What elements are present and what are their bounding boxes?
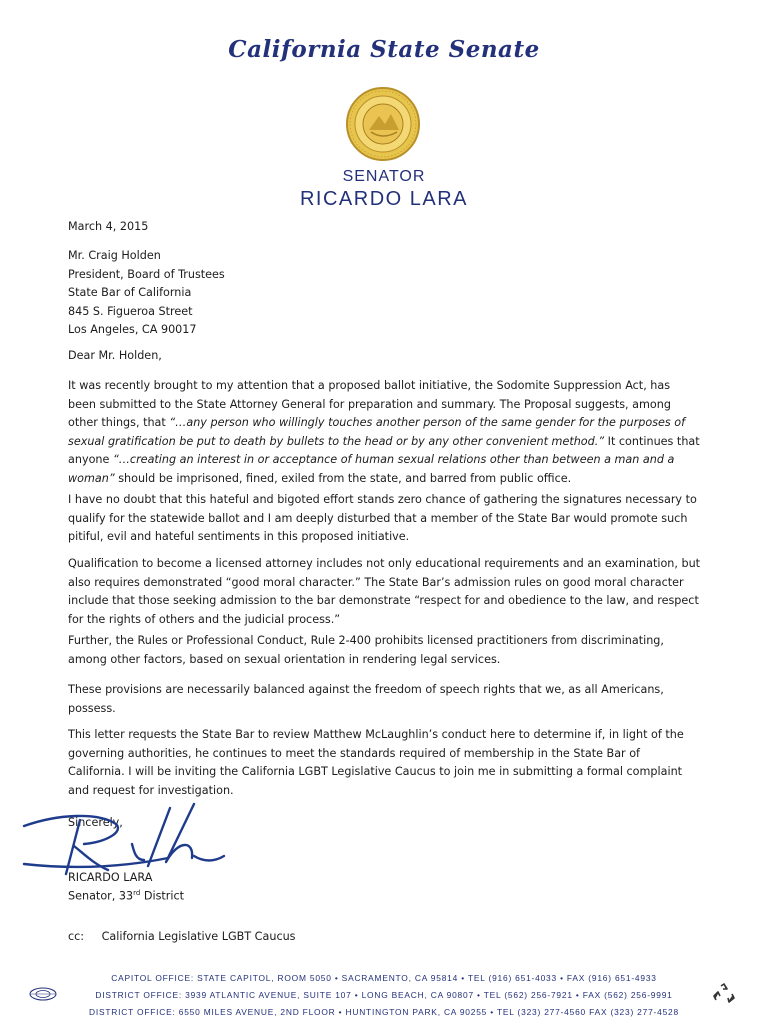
paragraph-line: possess. <box>68 701 116 715</box>
paragraph-1 <box>68 377 708 488</box>
paragraph-4 <box>68 632 708 669</box>
state-seal-icon <box>345 86 421 162</box>
cc-label: cc: <box>68 930 85 943</box>
senator-name: RICARDO LARA <box>299 188 469 210</box>
footer-capitol-office: CAPITOL OFFICE: STATE CAPITOL, ROOM 5050 • SACRAMENTO, CA 95814 • TEL (916) 651-4033 • FAX (916) 651-4933 <box>111 973 657 983</box>
footer-district-office-2: DISTRICT OFFICE: 6550 MILES AVENUE, 2ND FLOOR • HUNTINGTON PARK, CA 90255 • TEL (323) 277-4560 FAX (323) 277-4528 <box>89 1007 679 1017</box>
recipient-city: Los Angeles, CA 90017 <box>68 323 197 336</box>
cc-line <box>68 930 296 943</box>
paragraph-6 <box>68 726 708 800</box>
text-run: anyone <box>68 453 113 466</box>
signer-title-prefix: Senator, 33 <box>68 889 134 903</box>
paragraph-line: among other factors, based on sexual orientation in rendering legal services. <box>68 652 501 666</box>
signer-title-suffix: District <box>140 889 185 903</box>
letter-date: March 4, 2015 <box>68 220 149 233</box>
paragraph-line <box>68 433 708 452</box>
signer-name: RICARDO LARA <box>68 871 153 884</box>
paragraph-line: pitiful, evil and hateful sentiments in this proposed initiative. <box>68 530 410 543</box>
paragraph-5 <box>68 681 708 718</box>
paragraph-line: been submitted to the State Attorney General for preparation and summary. The Proposal suggests, among <box>68 397 671 411</box>
paragraph-line: and request for investigation. <box>68 783 234 797</box>
paragraph-line: governing authorities, he continues to meet the standards required of membership in the State Bar of <box>68 746 640 760</box>
recycle-icon <box>712 982 736 1006</box>
recipient-title: President, Board of Trustees <box>68 267 225 281</box>
text-run: It continues that <box>604 434 700 448</box>
paragraph-line: Qualification to become a licensed attorney includes not only educational requirements and an examination, but <box>68 557 701 570</box>
recipient-name: Mr. Craig Holden <box>68 249 161 262</box>
paragraph-line: This letter requests the State Bar to review Matthew McLaughlin’s conduct here to determine if, in light of the <box>68 728 684 741</box>
cc-recipient: California Legislative LGBT Caucus <box>101 930 296 943</box>
paragraph-line: These provisions are necessarily balanced against the freedom of speech rights that we, as all Americans, <box>68 683 664 696</box>
closing-text: Sincerely, <box>68 816 123 829</box>
letterhead-title: California State Senate <box>228 36 540 63</box>
handwritten-signature <box>18 800 238 880</box>
paragraph-line: for the rights of others and the judicial process.” <box>68 612 341 626</box>
quote-run: woman” <box>68 471 115 485</box>
paragraph-line: California. I will be inviting the California LGBT Legislative Caucus to join me in submitting a formal complaint <box>68 765 683 778</box>
senator-label: SENATOR <box>342 168 426 185</box>
recipient-street: 845 S. Figueroa Street <box>68 304 193 318</box>
quote-run: sexual gratification be put to death by bullets to the head or by any other convenient method.” <box>68 434 605 448</box>
quote-run: “…any person who willingly touches another person of the same gender for the purposes of <box>169 416 686 429</box>
paragraph-line <box>68 470 708 489</box>
paragraph-3 <box>68 555 708 629</box>
paragraph-line <box>68 451 708 470</box>
paragraph-line <box>68 414 708 433</box>
paragraph-line: include that those seeking admission to the bar demonstrate “respect for and obedience to the law, and respect <box>68 594 699 607</box>
paragraph-line: Further, the Rules or Professional Conduct, Rule 2-400 prohibits licensed practitioners from discriminating, <box>68 634 664 647</box>
paragraph-line: It was recently brought to my attention that a proposed ballot initiative, the Sodomite Suppression Act, has <box>68 379 671 392</box>
signer-title <box>68 889 184 903</box>
paragraph-2 <box>68 491 708 547</box>
text-run: should be imprisoned, fined, exiled from the state, and barred from public office. <box>114 471 572 485</box>
paragraph-line: qualify for the statewide ballot and I am deeply disturbed that a member of the State Bar would promote such <box>68 511 688 525</box>
salutation: Dear Mr. Holden, <box>68 349 162 362</box>
quote-run: “…creating an interest in or acceptance of human sexual relations other than between a man and a <box>112 453 675 466</box>
paragraph-line: I have no doubt that this hateful and bigoted effort stands zero chance of gathering the signatures necessary to <box>68 493 697 506</box>
text-run: other things, that <box>68 416 170 429</box>
signer-title-sup: rd <box>133 889 141 897</box>
footer-district-office-1: DISTRICT OFFICE: 3939 ATLANTIC AVENUE, SUITE 107 • LONG BEACH, CA 90807 • TEL (562) 256-7921 • FAX (562) 256-9991 <box>95 990 673 1000</box>
paragraph-line: also requires demonstrated “good moral character.” The State Bar’s admission rules on good moral character <box>68 575 684 589</box>
recipient-address <box>68 247 708 340</box>
recipient-organization: State Bar of California <box>68 286 192 299</box>
